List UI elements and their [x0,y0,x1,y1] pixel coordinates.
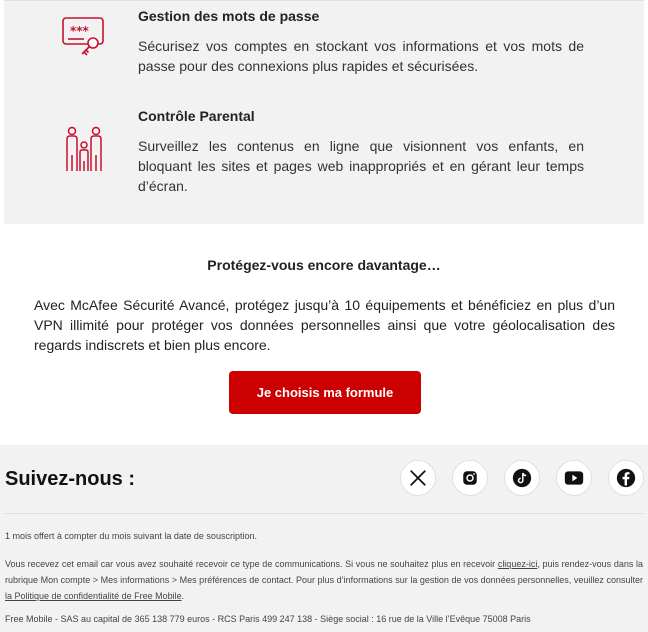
offer-note: 1 mois offert à compter du mois suivant la date de souscription. [5,531,257,541]
instagram-icon[interactable] [452,460,488,496]
svg-text:***: *** [70,24,89,38]
follow-us-label: Suivez-nous : [5,468,136,490]
legal-info: Free Mobile - SAS au capital de 365 138 779 euros - RCS Paris 499 247 138 - Siège social : 16 rue de la Ville l’Evêque 75008 Paris [5,614,531,624]
feature-description: Sécurisez vos comptes en stockant vos informations et vos mots de passe pour des connexions plus rapides et sécurisées. [138,38,584,74]
features-panel [4,0,644,224]
x-icon[interactable] [400,460,436,496]
password-key-icon [60,12,108,60]
youtube-icon[interactable] [556,460,592,496]
footer [0,445,648,632]
choose-plan-button[interactable]: Je choisis ma formule [229,371,421,414]
unsubscribe-notice: Vous recevez cet email car vous avez souhaité recevoir ce type de communications. Si vous ne souhaitez plus en recevoir cliquez-ici, puis rendez-vous dans la rubrique Mon compte > Mes informations > Mes préférences de contact. Pour plus d’informations sur la gestion de vos données personnelles, veuillez consulter la Politique de confidentialité de Free Mobile. [5,559,644,601]
footer-divider [5,513,643,514]
family-icon [60,125,108,173]
feature-title: Gestion des mots de passe [138,8,320,24]
privacy-policy-link[interactable]: la Politique de confidentialité de Free Mobile [5,591,182,601]
promo-text: Avec McAfee Sécurité Avancé, protégez jusqu’à 10 équipements et bénéficiez en plus d’un VPN illimité pour protéger vos données personnelles ainsi que votre géolocalisation des regards indiscrets et bien plus encore. [34,297,615,353]
unsubscribe-link[interactable]: cliquez-ici [497,559,538,569]
tiktok-icon[interactable] [504,460,540,496]
feature-description: Surveillez les contenus en ligne que visionnent vos enfants, en bloquant les sites et pages web inappropriés et en gérant leur temps d’écran. [138,138,584,194]
facebook-icon[interactable] [608,460,644,496]
promo-title: Protégez-vous encore davantage… [207,257,441,273]
feature-title: Contrôle Parental [138,108,255,124]
